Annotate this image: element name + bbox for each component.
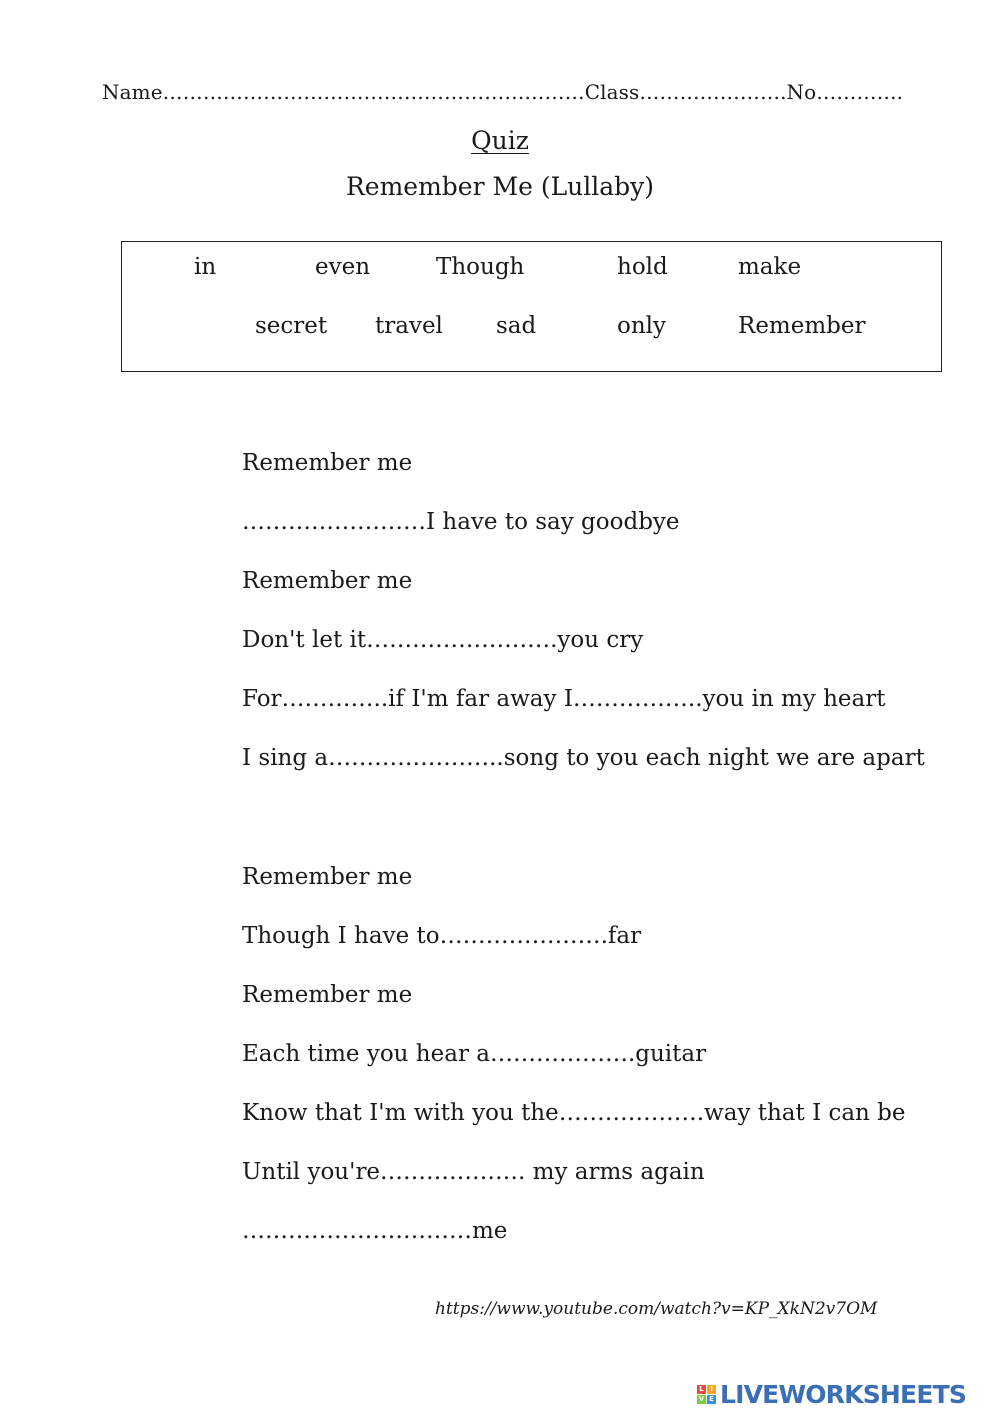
liveworksheets-brand[interactable] [697,1379,966,1409]
lyric-line-with-blank: ……………………I have to say goodbye [242,509,680,535]
liveworksheets-wordmark: LIVEWORKSHEETS [720,1379,967,1409]
word-bank-item: sad [496,313,537,339]
logo-letter-i: I [707,1385,716,1394]
lyric-line: Remember me [242,450,413,476]
lyric-line-with-blank: Don't let it…………………….you cry [242,627,644,653]
word-bank-box [121,241,942,372]
word-bank-item: secret [255,313,328,339]
lyric-line-with-blank: Until you're………………. my arms again [242,1159,705,1185]
lyric-line: Remember me [242,864,413,890]
word-bank-item: travel [375,313,443,339]
word-bank-item: only [617,313,667,339]
logo-letter-l: L [697,1385,706,1394]
lyric-line-with-blank: Each time you hear a……………….guitar [242,1041,707,1067]
logo-letter-v: V [698,1394,705,1403]
lyric-line: Remember me [242,982,413,1008]
word-bank-item: Remember [738,313,866,339]
word-bank-item: in [194,254,217,280]
page-title [0,126,1000,155]
lyric-line-with-blank: Though I have to………………….far [242,923,642,949]
lyric-line-with-blank: Know that I'm with you the……………….way that I can be [242,1100,906,1126]
lyric-line-with-blank: I sing a…………………..song to you each night we are apart [242,745,925,771]
source-video-link[interactable]: https://www.youtube.com/watch?v=KP_XkN2v7OM [435,1299,878,1319]
lyric-line-with-blank: For…………..if I'm far away I……………..you in my heart [242,686,886,712]
page-subtitle: Remember Me (Lullaby) [345,172,655,201]
word-bank-item: even [315,254,371,280]
word-bank-item: Though [436,254,525,280]
word-bank-item: make [738,254,802,280]
header-name-class-no-line: Name………………………………………………………Class………………….No…………. [102,80,904,104]
page-title-text: Quiz [471,126,529,155]
logo-letter-e: E [707,1395,716,1404]
lyric-line: Remember me [242,568,413,594]
lyric-line-with-blank: …………………………me [242,1218,508,1244]
word-bank-item: hold [617,254,668,280]
liveworksheets-logo-icon [697,1385,716,1404]
